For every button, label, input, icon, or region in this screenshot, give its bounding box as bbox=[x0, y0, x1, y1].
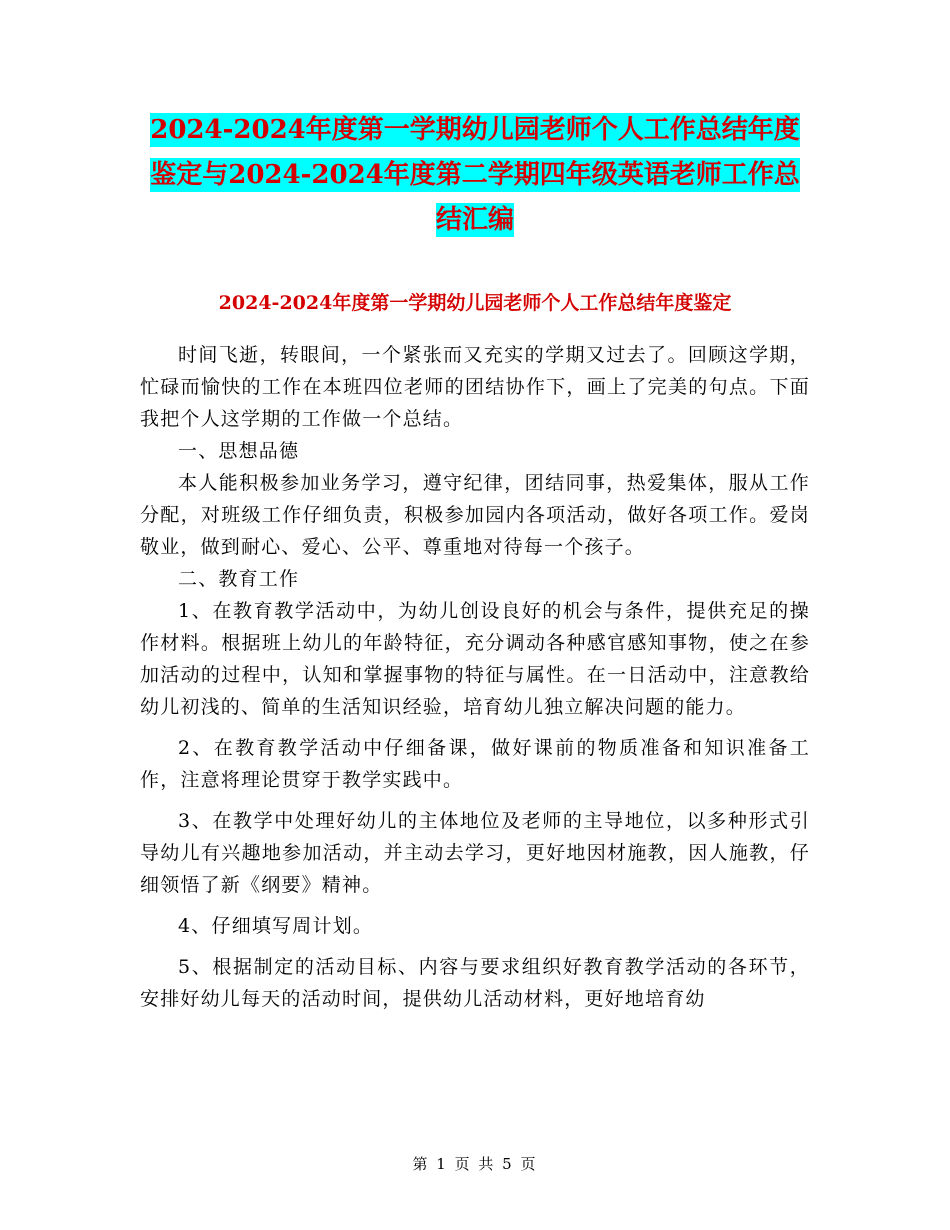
section-title: 2024-2024年度第一学期幼儿园老师个人工作总结年度鉴定 bbox=[218, 292, 732, 314]
heading-education: 二、教育工作 bbox=[178, 568, 300, 590]
paragraph-item-2: 2、在教育教学活动中仔细备课，做好课前的物质准备和知识准备工作，注意将理论贯穿于教学实践中。 bbox=[140, 737, 810, 791]
paragraph-intro: 时间飞逝，转眼间，一个紧张而又充实的学期又过去了。回顾这学期，忙碌而愉快的工作在本班四位老师的团结协作下，画上了完美的句点。下面我把个人这学期的工作做一个总结。 bbox=[140, 344, 810, 430]
title-highlight: 2024-2024年度第一学期幼儿园老师个人工作总结年度鉴定与2024-2024年度第二学期四年级英语老师工作总结汇编 bbox=[150, 115, 800, 235]
paragraph-item-1: 1、在教育教学活动中，为幼儿创设良好的机会与条件，提供充足的操作材料。根据班上幼儿的年龄特征，充分调动各种感官感知事物，使之在参加活动的过程中，认知和掌握事物的特征与属性。在一日活动中，注意教给幼儿初浅的、简单的生活知识经验，培育幼儿独立解决问题的能力。 bbox=[140, 600, 810, 718]
paragraph-ideology: 本人能积极参加业务学习，遵守纪律，团结同事，热爱集体，服从工作分配，对班级工作仔细负责，积极参加园内各项活动，做好各项工作。爱岗敬业，做到耐心、爱心、公平、尊重地对待每一个孩子。 bbox=[140, 472, 810, 558]
paragraph-item-3: 3、在教学中处理好幼儿的主体地位及老师的主导地位，以多种形式引导幼儿有兴趣地参加活动，并主动去学习，更好地因材施教，因人施教，仔细领悟了新《纲要》精神。 bbox=[140, 810, 810, 896]
document-title bbox=[140, 108, 810, 243]
paragraph-item-5: 5、根据制定的活动目标、内容与要求组织好教育教学活动的各环节，安排好幼儿每天的活动时间，提供幼儿活动材料，更好地培育幼 bbox=[140, 956, 810, 1010]
document-body bbox=[140, 339, 810, 1015]
paragraph-item-4: 4、仔细填写周计划。 bbox=[178, 915, 374, 937]
heading-ideology: 一、思想品德 bbox=[178, 440, 300, 462]
page-footer: 第 1 页 共 5 页 bbox=[412, 1155, 538, 1173]
